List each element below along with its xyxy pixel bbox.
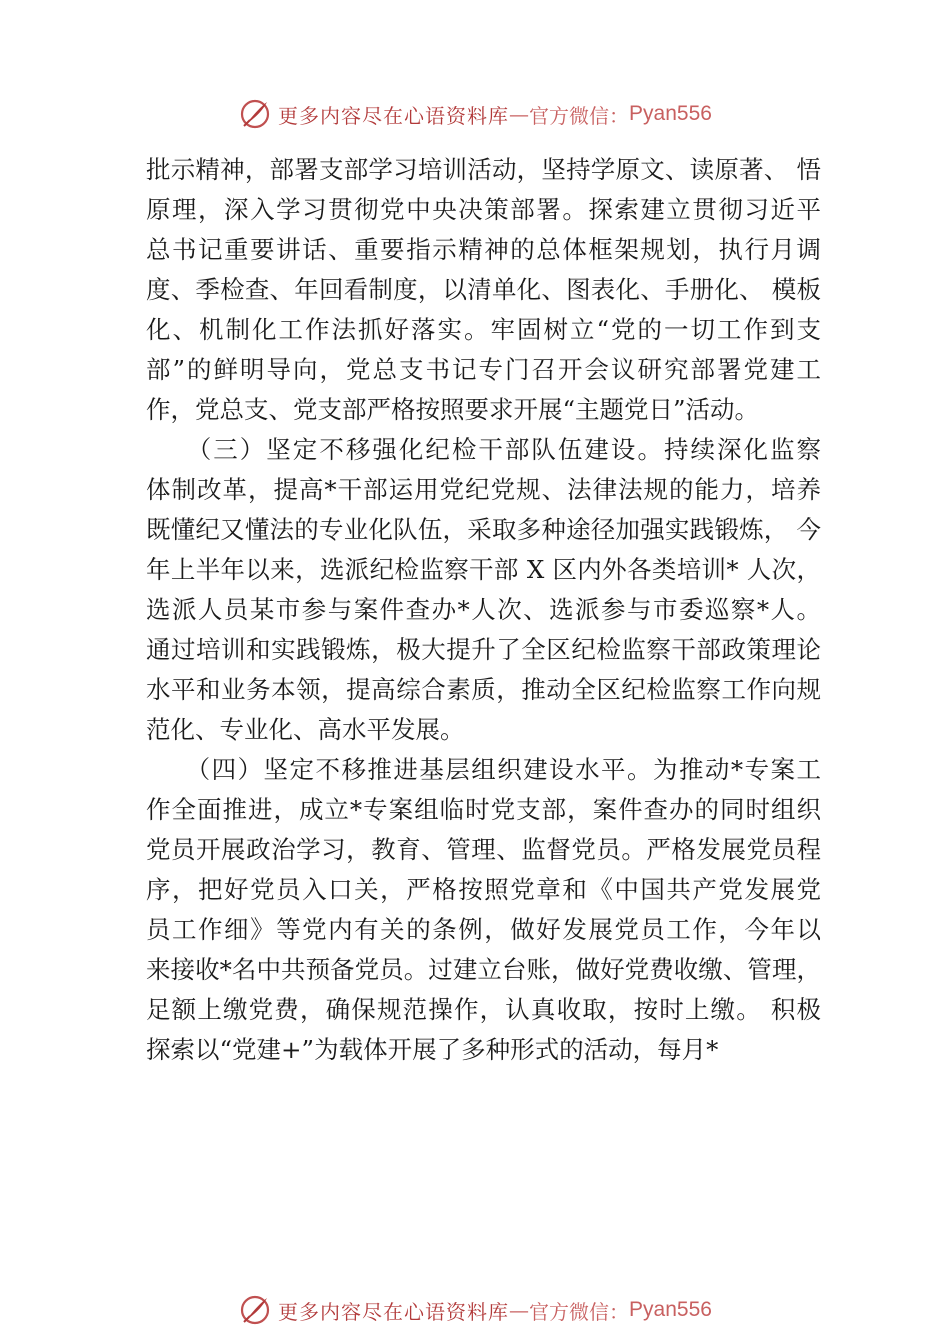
text-line: 足额上缴党费，确保规范操作，认真收取，按时上缴。 积极 <box>146 995 821 1024</box>
text-line: 员工作细》等党内有关的条例，做好发展党员工作，今年以 <box>146 915 821 944</box>
document-body <box>146 150 821 1070</box>
text-line: 年上半年以来，选派纪检监察干部 X 区内外各类培训* 人次， <box>146 555 821 584</box>
text-line: 化、机制化工作法抓好落实。牢固树立“党的一切工作到支 <box>146 315 821 344</box>
banner-site-text: 更多内容尽在心语资料库 <box>278 1299 510 1324</box>
banner-dash: — <box>509 1298 530 1322</box>
text-line: 通过培训和实践锻炼，极大提升了全区纪检监察干部政策理论 <box>146 635 821 664</box>
quill-pen-logo-icon <box>238 97 272 131</box>
banner-wechat-label: 官方微信： <box>529 103 630 128</box>
text-line: 作全面推进，成立*专案组临时党支部，案件查办的同时组织 <box>146 795 821 824</box>
footer-watermark-banner <box>0 1290 950 1330</box>
banner-wechat-label: 官方微信： <box>529 1299 630 1324</box>
text-line: 批示精神，部署支部学习培训活动，坚持学原文、读原著、 悟 <box>146 155 821 184</box>
text-line: 范化、专业化、高水平发展。 <box>146 715 465 744</box>
text-line: 体制改革，提高*干部运用党纪党规、法律法规的能力，培养 <box>146 475 821 504</box>
text-line: 总书记重要讲话、重要指示精神的总体框架规划，执行月调 <box>146 235 821 264</box>
text-line: 度、季检查、年回看制度，以清单化、图表化、手册化、 模板 <box>146 275 821 304</box>
text-line: 党员开展政治学习，教育、管理、监督党员。严格发展党员程 <box>146 835 821 864</box>
text-line: 既懂纪又懂法的专业化队伍，采取多种途径加强实践锻炼， 今 <box>146 515 821 544</box>
banner-wechat-id: Pyan556 <box>629 102 712 125</box>
quill-pen-logo-icon <box>238 1293 272 1327</box>
header-watermark-banner <box>0 94 950 134</box>
paragraph-heading-line: （四）坚定不移推进基层组织建设水平。为推动*专案工 <box>146 755 821 784</box>
text-line: 水平和业务本领，提高综合素质，推动全区纪检监察工作向规 <box>146 675 821 704</box>
text-line: 作，党总支、党支部严格按照要求开展“主题党日”活动。 <box>146 395 760 424</box>
text-line: 探索以“党建+”为载体开展了多种形式的活动，每月* <box>146 1035 719 1064</box>
text-line: 原理，深入学习贯彻党中央决策部署。探索建立贯彻习近平 <box>146 195 821 224</box>
banner-dash: — <box>509 102 530 126</box>
banner-wechat-id: Pyan556 <box>629 1298 712 1321</box>
banner-site-text: 更多内容尽在心语资料库 <box>278 103 510 128</box>
text-line: 序，把好党员入口关，严格按照党章和《中国共产党发展党 <box>146 875 821 904</box>
text-line: 来接收*名中共预备党员。过建立台账，做好党费收缴、管理， <box>146 955 821 984</box>
text-line: 选派人员某市参与案件查办*人次、选派参与市委巡察*人。 <box>146 595 821 624</box>
paragraph-heading-line: （三）坚定不移强化纪检干部队伍建设。持续深化监察 <box>146 435 821 464</box>
text-line: 部”的鲜明导向，党总支书记专门召开会议研究部署党建工 <box>146 355 821 384</box>
